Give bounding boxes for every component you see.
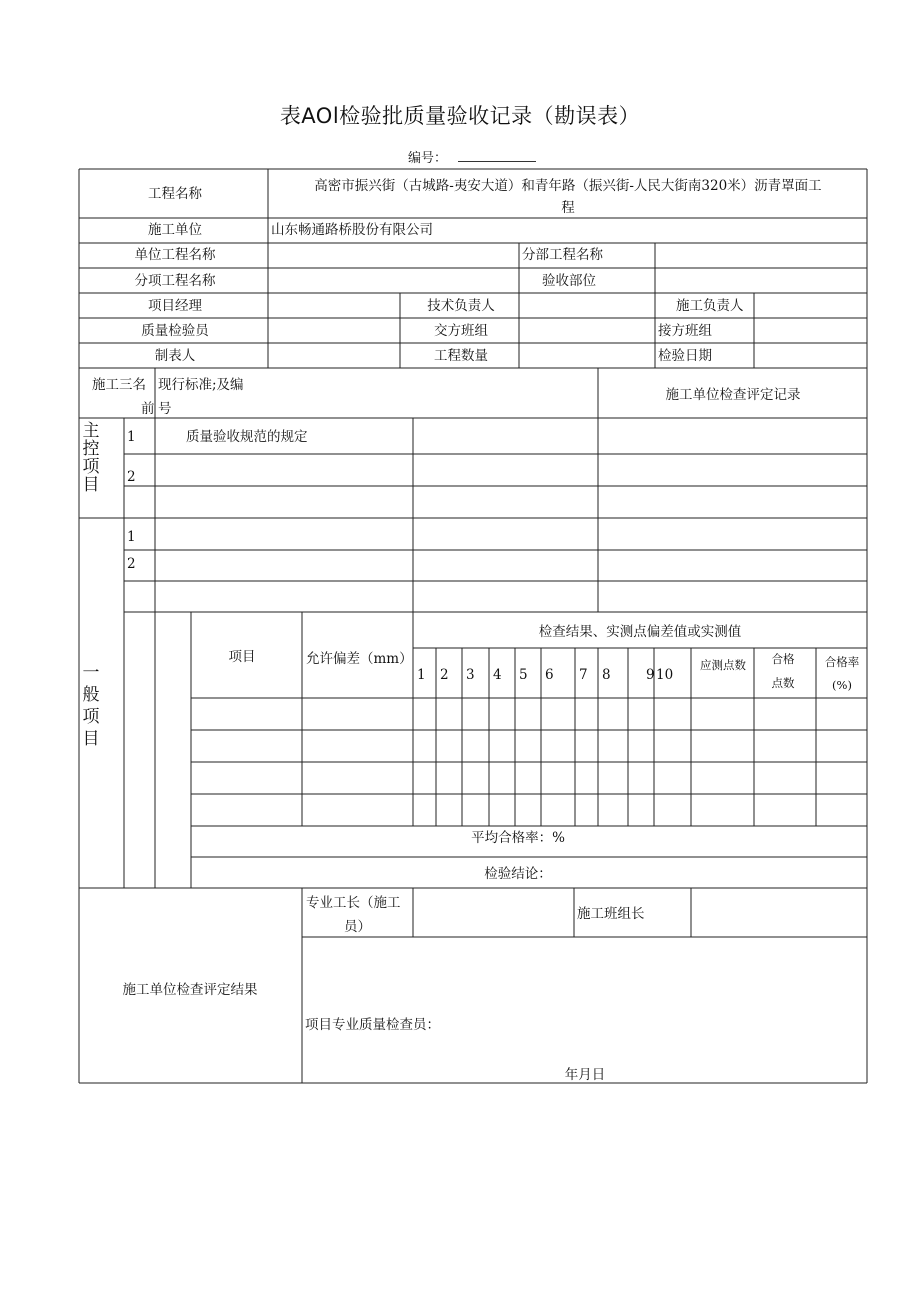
point-number-headers	[417, 667, 673, 683]
main-control-char-4: 目	[82, 475, 100, 495]
sub-project-label: 分部工程名称	[522, 247, 603, 263]
point-number-10: 10	[656, 667, 674, 683]
construction-name-label-line2: 前	[141, 401, 155, 417]
point-number-1: 1	[417, 667, 426, 683]
construction-name-label-line1: 施工三名	[92, 377, 146, 393]
point-number-6: 6	[545, 667, 554, 683]
general-char-4: 目	[82, 729, 100, 749]
measured-points-label: 应测点数	[700, 658, 746, 672]
contractor-label: 施工单位	[148, 222, 202, 238]
project-name-label: 工程名称	[148, 186, 202, 202]
quantity-label: 工程数量	[434, 348, 488, 364]
point-number-9: 9	[646, 667, 655, 683]
qualified-points-label-line1: 合格	[771, 652, 795, 666]
handover-team-label: 交方班组	[434, 323, 488, 339]
inspection-conclusion: 检验结论：	[484, 866, 552, 882]
point-number-5: 5	[519, 667, 528, 683]
standard-label-line1: 现行标准;及编	[158, 377, 244, 393]
inspection-date-label: 检验日期	[658, 348, 712, 364]
project-name-value-line1: 高密市振兴街（古城路-夷安大道）和青年路（振兴街-人民大街南320米）沥青罩面工	[314, 178, 822, 194]
average-pass-rate: 平均合格率：%	[471, 830, 565, 846]
qualified-points-label-line2: 点数	[771, 676, 795, 690]
project-name-value-line2: 程	[561, 200, 575, 216]
serial-number-label: 编号：	[408, 151, 448, 166]
foreman-label-line2: 员）	[344, 919, 371, 935]
main-control-char-1: 主	[82, 421, 100, 441]
item-column-label: 项目	[228, 649, 256, 665]
measurement-header: 检查结果、实测点偏差值或实测值	[538, 624, 742, 640]
main-control-row1-text: 质量验收规范的规定	[186, 429, 308, 445]
unit-project-label: 单位工程名称	[134, 247, 216, 263]
tech-lead-label: 技术负责人	[427, 298, 495, 314]
tolerance-column-label: 允许偏差（mm）	[306, 651, 413, 667]
general-row-number-2: 2	[127, 556, 136, 572]
preparer-label: 制表人	[154, 348, 196, 364]
page-title: 表AOl检验批质量验收记录（勘误表）	[279, 104, 641, 128]
general-char-2: 般	[82, 685, 100, 705]
main-control-row-number-2: 2	[127, 469, 136, 485]
main-control-row-number-1: 1	[127, 429, 136, 445]
point-number-4: 4	[493, 667, 502, 683]
point-number-3: 3	[466, 667, 475, 683]
project-manager-label: 项目经理	[148, 298, 202, 314]
contractor-value: 山东畅通路桥股份有限公司	[271, 222, 433, 238]
general-char-3: 项	[82, 707, 100, 727]
quality-inspector-label: 质量检验员	[141, 323, 209, 339]
receiver-team-label: 接方班组	[658, 323, 712, 339]
pass-rate-label-line1: 合格率	[824, 655, 860, 669]
team-leader-label: 施工班组长	[577, 906, 645, 922]
standard-label-line2: 号	[158, 401, 172, 417]
construction-record-label: 施工单位检查评定记录	[665, 387, 801, 403]
acceptance-part-label: 验收部位	[542, 273, 596, 289]
quality-checker-label: 项目专业质量检查员：	[305, 1017, 440, 1033]
pass-rate-label-line2: (%)	[832, 678, 852, 692]
point-number-8: 8	[602, 667, 611, 683]
construction-lead-label: 施工负责人	[676, 298, 744, 314]
foreman-label-line1: 专业工长（施工	[306, 895, 401, 911]
general-row-number-1: 1	[127, 529, 136, 545]
point-number-7: 7	[579, 667, 588, 683]
main-control-char-3: 项	[82, 457, 100, 477]
main-control-char-2: 控	[82, 439, 100, 459]
general-char-1: 一	[82, 663, 100, 683]
point-number-2: 2	[440, 667, 449, 683]
evaluation-result-label: 施工单位检查评定结果	[122, 982, 258, 998]
item-project-label: 分项工程名称	[134, 273, 216, 289]
signature-date-label: 年月日	[564, 1067, 606, 1083]
